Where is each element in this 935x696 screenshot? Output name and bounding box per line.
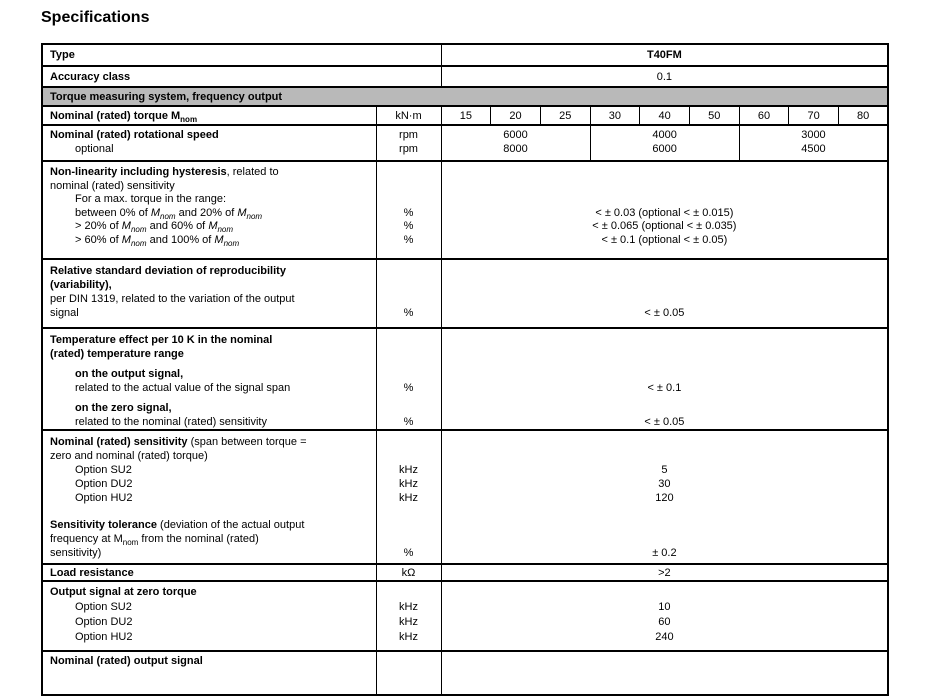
- unit-percent: %: [403, 307, 414, 319]
- torque-value: 30: [590, 106, 640, 125]
- nonlinearity-value: < ± 0.03 (optional < ± 0.015): [595, 206, 734, 219]
- speed-group-cell: [739, 125, 888, 161]
- table-row-sensitivity: [42, 430, 888, 564]
- text-line: (rated) temperature range: [50, 348, 184, 360]
- text-line: on the zero signal,: [75, 402, 172, 414]
- table-row-type: [42, 44, 888, 66]
- torque-label: Nominal (rated) torque $M_{nom}$: [42, 106, 376, 125]
- spacer: [377, 180, 441, 194]
- zero-output-value: 240: [655, 631, 674, 643]
- spacer: [377, 292, 441, 306]
- spacer: [442, 367, 888, 381]
- option-label: Option DU2: [75, 478, 133, 490]
- speed-label-cell: [42, 125, 376, 161]
- text-line: nominal (rated) sensitivity: [50, 179, 175, 192]
- spacer: [442, 278, 888, 292]
- table-row-stddev: [42, 259, 888, 328]
- spacer: [442, 449, 888, 463]
- unit-percent: %: [403, 220, 414, 232]
- text-line: frequency at $M_{nom}$ from the nominal (rated): [50, 533, 259, 548]
- table-row-zero-output: [42, 581, 888, 651]
- sensitivity-value-cell: [441, 430, 888, 564]
- speed-optional-value: 4500: [801, 143, 826, 155]
- accuracy-value: 0.1: [441, 66, 888, 87]
- speed-unit: rpm: [399, 143, 418, 155]
- table-row-speed: [42, 125, 888, 161]
- section-header-text: Torque measuring system, frequency output: [42, 87, 888, 106]
- partial-value-cell: [441, 651, 888, 695]
- speed-optional-value: 8000: [503, 143, 528, 155]
- text-line: (variability),: [50, 279, 112, 291]
- unit-percent: %: [403, 547, 414, 559]
- nonlinearity-value: < ± 0.1 (optional < ± 0.05): [601, 233, 728, 246]
- spacer: [442, 401, 888, 415]
- text-line: For a max. torque in the range:: [75, 193, 227, 205]
- spacer: [442, 435, 888, 449]
- text-line: per DIN 1319, related to the variation of the output: [50, 293, 295, 305]
- temperature-value-cell: [441, 328, 888, 430]
- spacer: [442, 505, 888, 518]
- text-line: Non-linearity including hysteresis, related to: [50, 166, 279, 178]
- specifications-table: [41, 43, 889, 696]
- spacer: [442, 292, 888, 306]
- option-label: Option HU2: [75, 492, 133, 504]
- text-line: Sensitivity tolerance (deviation of the actual output: [50, 519, 305, 531]
- text-line: on the output signal,: [75, 368, 184, 380]
- torque-value: 15: [441, 106, 491, 125]
- type-value: T40FM: [441, 44, 888, 66]
- spacer: [442, 166, 888, 180]
- option-label: Option SU2: [75, 601, 132, 613]
- zero-output-label-cell: [42, 581, 376, 651]
- table-row-temperature: [42, 328, 888, 430]
- table-row-load-resistance: [42, 564, 888, 581]
- torque-value: 70: [789, 106, 839, 125]
- stddev-label-cell: [42, 259, 376, 328]
- zero-output-value: 60: [658, 616, 671, 628]
- sensitivity-value: 120: [655, 492, 674, 504]
- temperature-value: < ± 0.05: [644, 416, 685, 428]
- torque-unit: kN·m: [376, 106, 441, 125]
- speed-unit-cell: [376, 125, 441, 161]
- temperature-unit-cell: [376, 328, 441, 430]
- spacer: [377, 505, 441, 518]
- stddev-value: < ± 0.05: [644, 307, 685, 319]
- speed-group-cell: [590, 125, 739, 161]
- torque-value: 60: [739, 106, 789, 125]
- spacer: [377, 193, 441, 207]
- spacer: [377, 401, 441, 415]
- sensitivity-label-cell: [42, 430, 376, 564]
- nonlinearity-unit-cell: [376, 161, 441, 259]
- speed-optional-label: optional: [75, 143, 114, 155]
- text-line: Nominal (rated) output signal: [50, 655, 203, 667]
- spacer: [442, 264, 888, 278]
- nonlinearity-label-cell: [42, 161, 376, 259]
- text-line: related to the actual value of the signal span: [75, 382, 291, 394]
- torque-value: 50: [689, 106, 739, 125]
- nonlinearity-value: < ± 0.065 (optional < ± 0.035): [592, 220, 737, 232]
- option-label: Option SU2: [75, 464, 132, 476]
- unit-khz: kHz: [399, 464, 418, 476]
- table-row-partial: [42, 651, 888, 695]
- load-unit: kΩ: [376, 564, 441, 581]
- spacer: [377, 166, 441, 180]
- speed-group-cell: [441, 125, 590, 161]
- spacer: [442, 532, 888, 546]
- spacer: [377, 518, 441, 532]
- table-row-nonlinearity: [42, 161, 888, 259]
- text-line: zero and nominal (rated) torque): [50, 450, 208, 462]
- text-line: Temperature effect per 10 K in the nominal: [50, 334, 273, 346]
- spacer: [442, 333, 888, 347]
- torque-value: 40: [640, 106, 690, 125]
- torque-value: 25: [540, 106, 590, 125]
- spacer: [442, 518, 888, 532]
- spacer: [377, 278, 441, 292]
- torque-value: 80: [839, 106, 889, 125]
- unit-percent: %: [403, 206, 414, 219]
- spacer: [377, 449, 441, 463]
- unit-khz: kHz: [399, 492, 418, 504]
- torque-value: 20: [491, 106, 541, 125]
- temperature-label-cell: [42, 328, 376, 430]
- spacer: [442, 585, 888, 600]
- temperature-value: < ± 0.1: [647, 382, 682, 394]
- unit-khz: kHz: [399, 616, 418, 628]
- text-line: > 60% of $M_{nom}$ and 100% of $M_{nom}$: [75, 233, 240, 248]
- spacer: [377, 435, 441, 449]
- table-row-torque: [42, 106, 888, 125]
- partial-unit-cell: [376, 651, 441, 695]
- zero-output-unit-cell: [376, 581, 441, 651]
- table-section-header: [42, 87, 888, 106]
- speed-unit: rpm: [399, 129, 418, 141]
- unit-khz: kHz: [399, 478, 418, 490]
- load-value: >2: [441, 564, 888, 581]
- stddev-value-cell: [441, 259, 888, 328]
- sensitivity-value: 30: [658, 478, 671, 490]
- speed-label: Nominal (rated) rotational speed: [50, 129, 219, 141]
- option-label: Option HU2: [75, 631, 133, 643]
- tolerance-value: ± 0.2: [652, 547, 677, 559]
- speed-nominal-value: 3000: [801, 129, 826, 141]
- nonlinearity-value-cell: [441, 161, 888, 259]
- table-row-accuracy: [42, 66, 888, 87]
- text-line: > 20% of $M_{nom}$ and 60% of $M_{nom}$: [75, 220, 234, 235]
- spacer: [442, 347, 888, 361]
- speed-nominal-value: 4000: [652, 129, 677, 141]
- spacer: [377, 367, 441, 381]
- spacer: [377, 585, 441, 600]
- type-label: Type: [42, 44, 441, 66]
- unit-percent: %: [403, 382, 414, 394]
- sensitivity-value: 5: [661, 464, 668, 476]
- text-line: signal: [50, 307, 79, 319]
- text-line: sensitivity): [50, 547, 102, 559]
- text-line: Output signal at zero torque: [50, 586, 197, 598]
- unit-percent: %: [403, 416, 414, 428]
- page-title: Specifications: [41, 9, 150, 26]
- unit-khz: kHz: [399, 601, 418, 613]
- text-line: related to the nominal (rated) sensitivity: [75, 416, 267, 428]
- unit-percent: %: [403, 233, 414, 246]
- zero-output-value-cell: [441, 581, 888, 651]
- partial-label-cell: [42, 651, 376, 695]
- speed-nominal-value: 6000: [503, 129, 528, 141]
- accuracy-label: Accuracy class: [42, 66, 441, 87]
- spacer: [377, 532, 441, 546]
- text-line: Relative standard deviation of reproducibility: [50, 265, 286, 277]
- text-line: Nominal (rated) sensitivity (span between torque =: [50, 436, 307, 448]
- sensitivity-unit-cell: [376, 430, 441, 564]
- spacer: [442, 193, 888, 207]
- text-line: between 0% of $M_{nom}$ and 20% of $M_{nom}$: [75, 206, 263, 221]
- unit-khz: kHz: [399, 631, 418, 643]
- spacer: [50, 505, 376, 518]
- spacer: [377, 347, 441, 361]
- zero-output-value: 10: [658, 601, 671, 613]
- stddev-unit-cell: [376, 259, 441, 328]
- spacer: [442, 180, 888, 194]
- spacer: [377, 333, 441, 347]
- load-label: Load resistance: [42, 564, 376, 581]
- option-label: Option DU2: [75, 616, 133, 628]
- spacer: [377, 264, 441, 278]
- speed-optional-value: 6000: [652, 143, 677, 155]
